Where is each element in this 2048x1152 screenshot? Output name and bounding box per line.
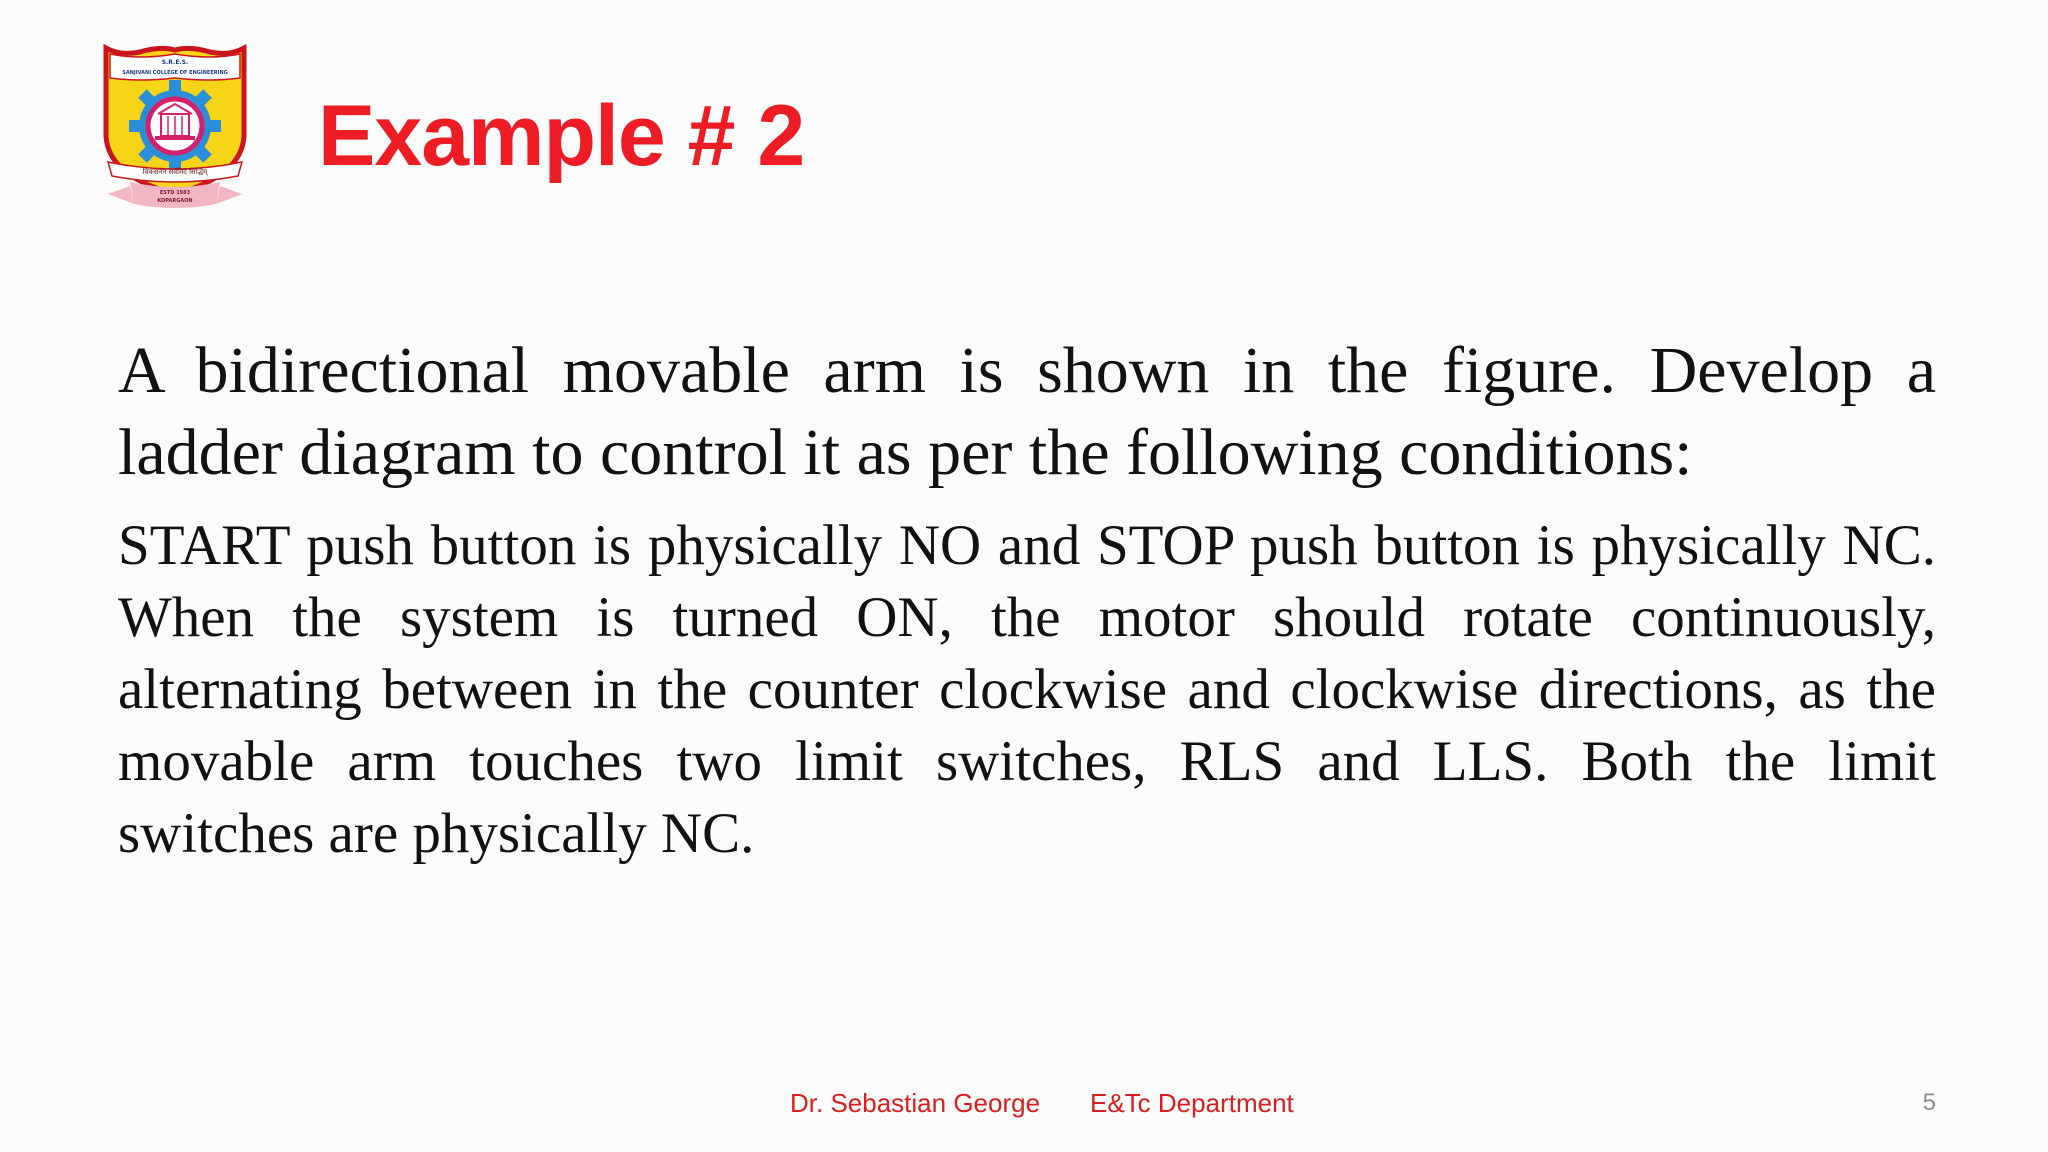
college-crest-logo-icon: [100, 44, 250, 212]
svg-text:S.R.E.S.: S.R.E.S.: [161, 59, 189, 66]
problem-conditions-text: START push button is physically NO and STOP push button is physically NC. When the system is turned ON, the motor should rotate continuously, alternating between in the counter clockwise and clockwise directions, as the movable arm touches two limit switches, RLS and LLS. Both the limit switches are physically NC.: [118, 514, 1936, 865]
svg-text:विकसनेन सर्वमिदं सिद्धिम्: विकसनेन सर्वमिदं सिद्धिम्: [142, 168, 208, 176]
svg-text:KOPARGAON: KOPARGAON: [157, 198, 193, 204]
slide-title: Example # 2: [318, 88, 805, 184]
footer-author: Dr. Sebastian George: [790, 1088, 1041, 1118]
footer-department: E&Tc Department: [1090, 1088, 1294, 1118]
svg-text:SANJIVANI COLLEGE OF ENGINEERI: SANJIVANI COLLEGE OF ENGINEERING: [122, 70, 228, 76]
svg-text:ESTD 1983: ESTD 1983: [159, 190, 191, 196]
slide-number: 5: [1922, 1089, 1936, 1116]
problem-intro-text: A bidirectional movable arm is shown in the figure. Develop a ladder diagram to control it as per the following conditions:: [118, 334, 1936, 489]
